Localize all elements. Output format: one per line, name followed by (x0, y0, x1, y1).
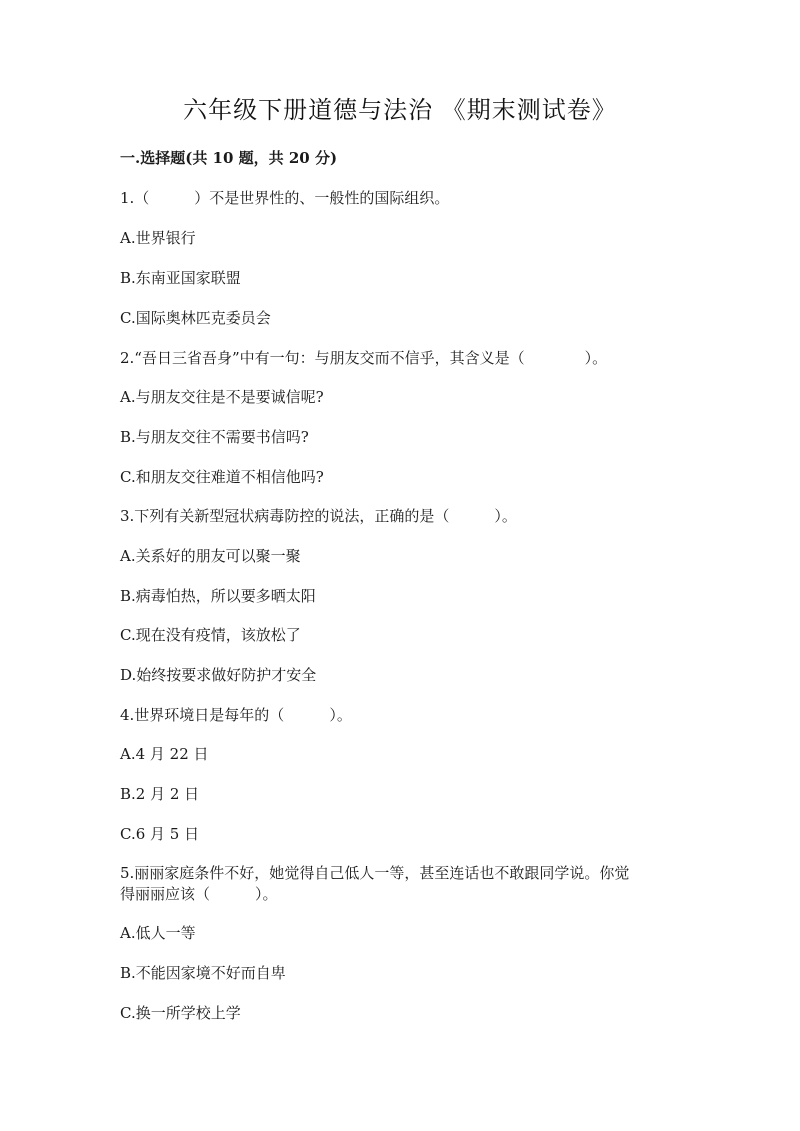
question-3-stem: 3.下列有关新型冠状病毒防控的说法，正确的是（ ）。 (120, 507, 517, 525)
question-2-option-c: C.和朋友交往难道不相信他吗? (120, 468, 324, 486)
question-4-option-c: C.6 月 5 日 (120, 825, 200, 843)
question-5-option-b: B.不能因家境不好而自卑 (120, 964, 286, 982)
page-title: 六年级下册道德与法治 《期末测试卷》 (183, 96, 617, 124)
question-5-option-a: A.低人一等 (120, 924, 196, 942)
section-heading: 一.选择题(共 10 题，共 20 分) (120, 149, 338, 167)
question-1-option-c: C.国际奥林匹克委员会 (120, 309, 271, 327)
question-2-option-a: A.与朋友交往是不是要诚信呢? (120, 388, 324, 406)
question-5-stem-line-2: 得丽丽应该（ ）。 (120, 885, 278, 903)
question-2-option-b: B.与朋友交往不需要书信吗? (120, 428, 309, 446)
question-5-stem-line-1: 5.丽丽家庭条件不好，她觉得自己低人一等，甚至连话也不敢跟同学说。你觉 (120, 864, 630, 882)
question-3-option-a: A.关系好的朋友可以聚一聚 (120, 547, 301, 565)
question-4-option-b: B.2 月 2 日 (120, 785, 200, 803)
question-3-option-c: C.现在没有疫情，该放松了 (120, 626, 301, 644)
question-3-option-b: B.病毒怕热，所以要多晒太阳 (120, 587, 316, 605)
question-1-stem: 1.（ ）不是世界性的、一般性的国际组织。 (120, 189, 450, 207)
question-1-option-b: B.东南亚国家联盟 (120, 269, 241, 287)
question-4-stem: 4.世界环境日是每年的（ ）。 (120, 706, 352, 724)
question-5-option-c: C.换一所学校上学 (120, 1004, 241, 1022)
question-2-stem: 2.“吾日三省吾身”中有一句：与朋友交而不信乎，其含义是（ ）。 (120, 349, 608, 367)
question-4-option-a: A.4 月 22 日 (120, 745, 209, 763)
question-1-option-a: A.世界银行 (120, 229, 196, 247)
question-3-option-d: D.始终按要求做好防护才安全 (120, 666, 317, 684)
